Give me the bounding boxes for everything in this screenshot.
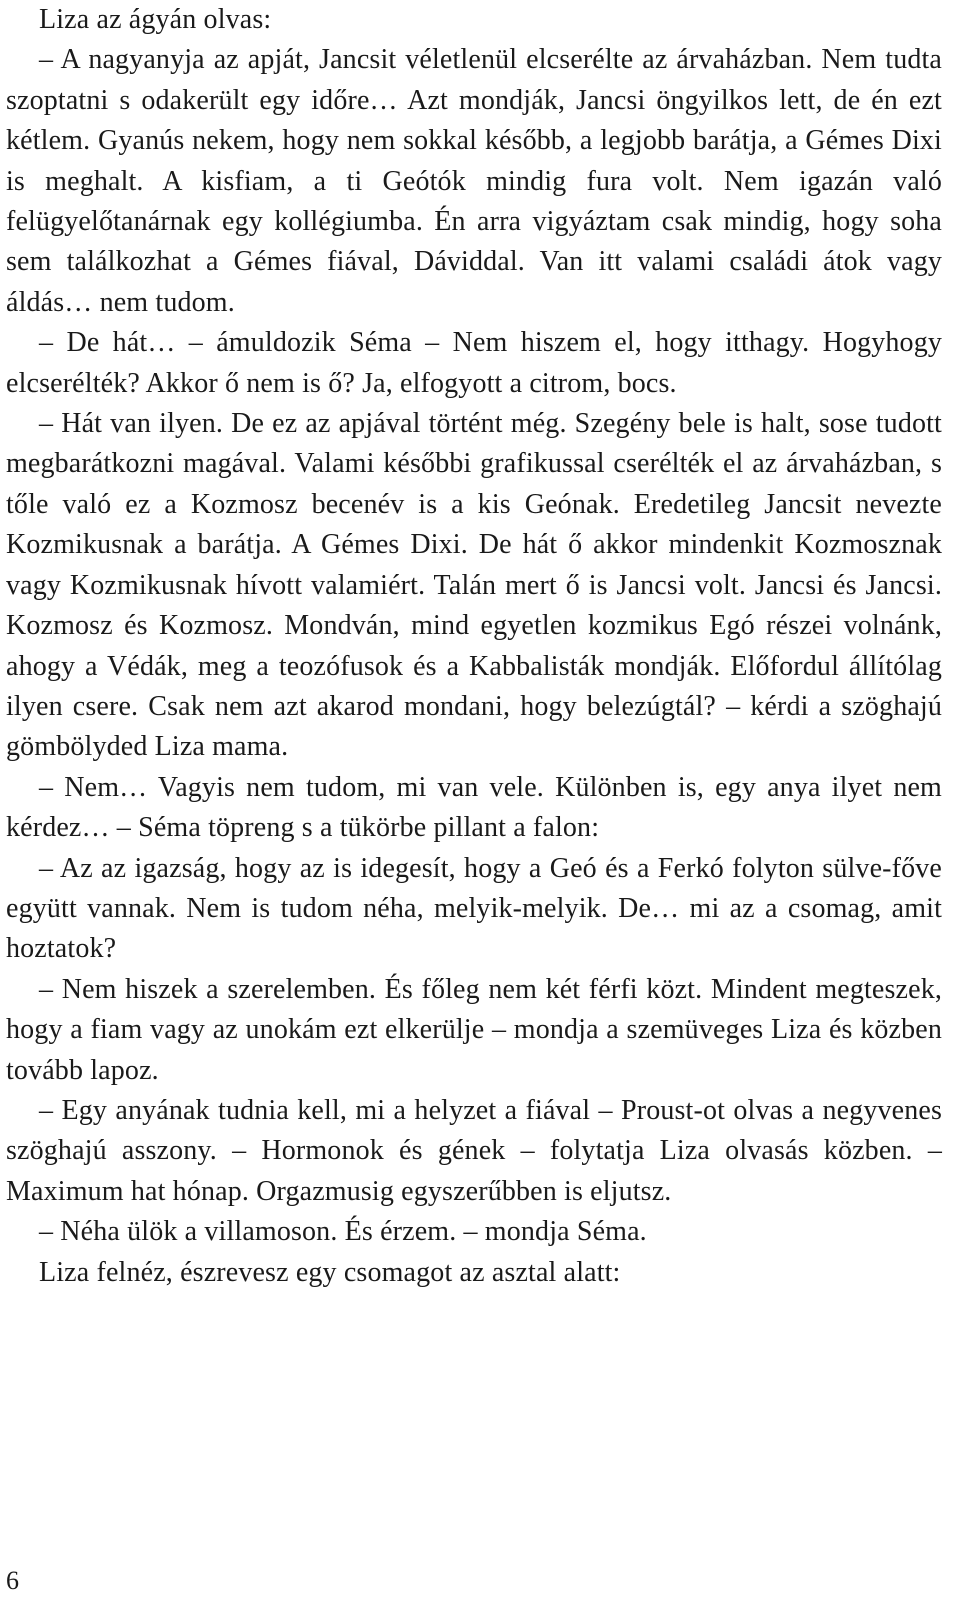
paragraph: – Nem… Vagyis nem tudom, mi van vele. Különben is, egy anya ilyet nem kérdez… – Séma töpreng s a tükörbe pillant a falon:	[6, 771, 942, 844]
paragraph: – Egy anyának tudnia kell, mi a helyzet a fiával – Proust-ot olvas a negyvenes szöghajú asszony. – Hormonok és gének – folytatja Liza olvasás közben. – Maximum hat hónap. Orgazmusig egyszerűbben is eljutsz.	[6, 1094, 942, 1207]
paragraph: – A nagyanyja az apját, Jancsit véletlenül elcserélte az árvaházban. Nem tudta szoptatni s odakerült egy időre… Azt mondják, Jancsi öngyilkos lett, de én ezt kétlem. Gyanús nekem, hogy nem sokkal később, a legjobb barátja, a Gémes Dixi is meghalt. A kisfiam, a ti Geótók mindig fura volt. Nem igazán való felügyelőtanárnak egy kollégiumba. Én arra vigyáztam csak mindig, hogy soha sem találkozhat a Gémes fiával, Dáviddal. Van itt valami családi átok vagy áldás… nem tudom.	[6, 44, 942, 318]
paragraph: Liza felnéz, észrevesz egy csomagot az asztal alatt:	[39, 1256, 621, 1288]
paragraph: – Nem hiszek a szerelemben. És főleg nem két férfi közt. Mindent megteszek, hogy a fiam vagy az unokám ezt elkerülje – mondja a szemüveges Liza és közben tovább lapoz.	[6, 973, 942, 1086]
page-number: 6	[6, 1566, 19, 1595]
paragraph: – Az az igazság, hogy az is idegesít, hogy a Geó és a Ferkó folyton sülve-főve együtt vannak. Nem is tudom néha, melyik-melyik. De… mi az a csomag, amit hoztatok?	[6, 852, 942, 965]
paragraph: – Hát van ilyen. De ez az apjával történt még. Szegény bele is halt, sose tudott megbarátkozni magával. Valami későbbi grafikussal cserélték el az árvaházban, s tőle való ez a Kozmosz becenév is a kis Geónak. Eredetileg Jancsit nevezte Kozmikusnak a barátja. A Gémes Dixi. De hát ő akkor mindenkit Kozmosznak vagy Kozmikusnak hívott valamiért. Talán mert ő is Jancsi volt. Jancsi és Jancsi. Kozmosz és Kozmosz. Mondván, mind egyetlen kozmikus Egó részei volnánk, ahogy a Védák, meg a teozófusok és a Kabbalisták mondják. Előfordul állítólag ilyen csere. Csak nem azt akarod mondani, hogy belezúgtál? – kérdi a szöghajú gömbölyded Liza mama.	[6, 408, 942, 763]
page-body	[6, 0, 942, 1293]
paragraph: – De hát… – ámuldozik Séma – Nem hiszem el, hogy itthagy. Hogyhogy elcserélték? Akkor ő nem is ő? Ja, elfogyott a citrom, bocs.	[6, 327, 942, 399]
paragraph-intro: Liza az ágyán olvas:	[39, 4, 272, 35]
paragraph: – Néha ülök a villamoson. És érzem. – mondja Séma.	[39, 1216, 647, 1248]
